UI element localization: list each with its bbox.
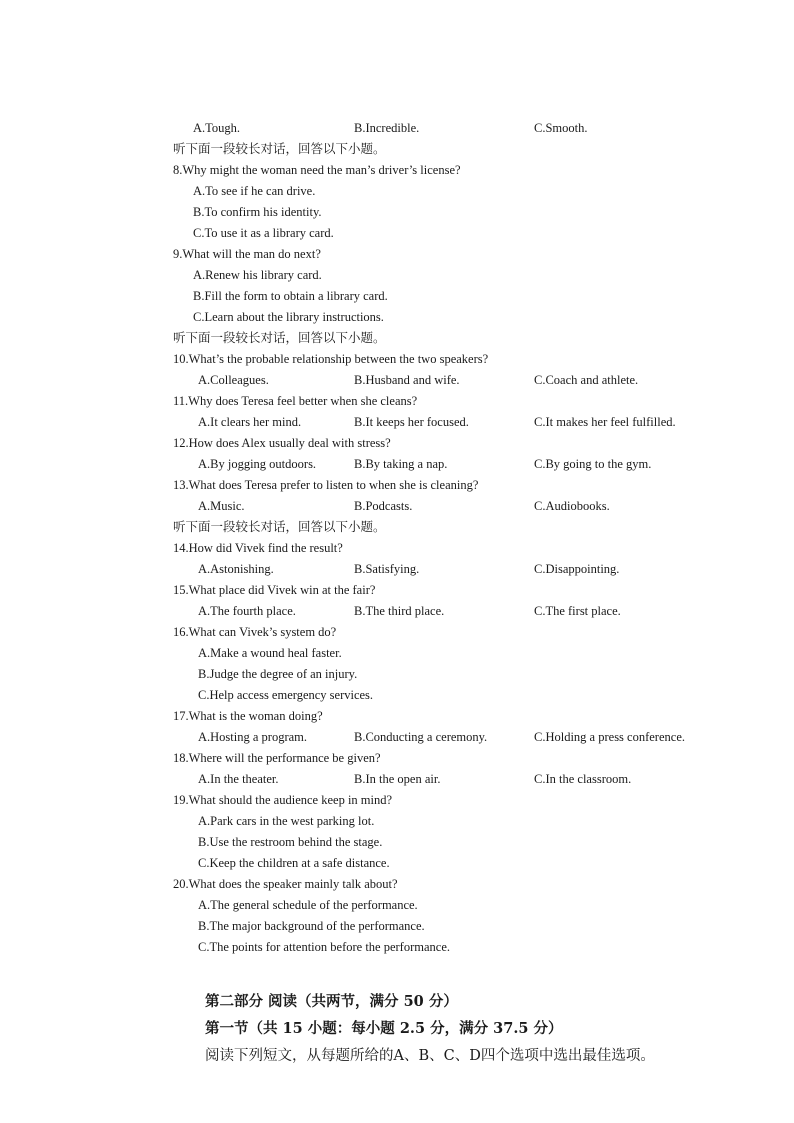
q17-option-a: A.Hosting a program.: [198, 730, 308, 744]
q18-options: [0, 769, 794, 790]
q14-option-c: C.Disappointing.: [534, 562, 620, 576]
reading-instruction: 阅读下列短文，从每题所给的A、B、C、D四个选项中选出最佳选项。: [205, 1048, 655, 1064]
q14-option-a: A.Astonishing.: [198, 562, 274, 576]
q8-option-b: B.To confirm his identity.: [193, 205, 322, 219]
q11-option-b: B.It keeps her focused.: [354, 415, 469, 429]
q9-option-b: B.Fill the form to obtain a library card.: [193, 289, 388, 303]
q19-stem: 19.What should the audience keep in mind?: [173, 793, 393, 807]
q10-stem: 10.What’s the probable relationship between the two speakers?: [173, 352, 489, 366]
q7-option-c: C.Smooth.: [534, 121, 588, 135]
q12-options: [0, 454, 794, 475]
q17-option-b: B.Conducting a ceremony.: [354, 730, 488, 744]
section-one-title: 第一节（共 15 小题：每小题 2.5 分，满分 37.5 分）: [205, 1020, 563, 1037]
q9-option-a: A.Renew his library card.: [193, 268, 322, 282]
q11-options: [0, 412, 794, 433]
q20-option-c: C.The points for attention before the performance.: [198, 940, 450, 954]
q18-option-b: B.In the open air.: [354, 772, 441, 786]
q8-option-c: C.To use it as a library card.: [193, 226, 334, 240]
q20-option-b: B.The major background of the performance.: [198, 919, 425, 933]
section-instruction: 听下面一段较长对话，回答以下小题。: [173, 331, 386, 345]
q12-option-c: C.By going to the gym.: [534, 457, 652, 471]
q7-option-a: A.Tough.: [193, 121, 241, 135]
q17-stem: 17.What is the woman doing?: [173, 709, 323, 723]
q9-stem: 9.What will the man do next?: [173, 247, 321, 261]
q10-options: [0, 370, 794, 391]
q12-stem: 12.How does Alex usually deal with stress?: [173, 436, 391, 450]
q8-stem: 8.Why might the woman need the man’s driver’s license?: [173, 163, 461, 177]
q16-stem: 16.What can Vivek’s system do?: [173, 625, 337, 639]
q8-option-a: A.To see if he can drive.: [193, 184, 316, 198]
q18-option-c: C.In the classroom.: [534, 772, 632, 786]
q12-option-a: A.By jogging outdoors.: [198, 457, 317, 471]
q14-options: [0, 559, 794, 580]
q11-option-c: C.It makes her feel fulfilled.: [534, 415, 676, 429]
q16-option-a: A.Make a wound heal faster.: [198, 646, 342, 660]
q15-option-a: A.The fourth place.: [198, 604, 296, 618]
q20-stem: 20.What does the speaker mainly talk about?: [173, 877, 398, 891]
q15-stem: 15.What place did Vivek win at the fair?: [173, 583, 376, 597]
q18-option-a: A.In the theater.: [198, 772, 279, 786]
q19-option-b: B.Use the restroom behind the stage.: [198, 835, 383, 849]
q20-option-a: A.The general schedule of the performance.: [198, 898, 418, 912]
q17-options: [0, 727, 794, 748]
q7-options: [0, 118, 794, 139]
q18-stem: 18.Where will the performance be given?: [173, 751, 381, 765]
part-two-title: 第二部分 阅读（共两节，满分 50 分）: [205, 993, 458, 1010]
q15-option-b: B.The third place.: [354, 604, 445, 618]
q13-option-c: C.Audiobooks.: [534, 499, 610, 513]
q13-options: [0, 496, 794, 517]
section-instruction: 听下面一段较长对话，回答以下小题。: [173, 142, 386, 156]
q11-stem: 11.Why does Teresa feel better when she cleans?: [173, 394, 418, 408]
q13-option-a: A.Music.: [198, 499, 245, 513]
q14-option-b: B.Satisfying.: [354, 562, 420, 576]
q15-options: [0, 601, 794, 622]
q19-option-c: C.Keep the children at a safe distance.: [198, 856, 390, 870]
q9-option-c: C.Learn about the library instructions.: [193, 310, 384, 324]
q13-stem: 13.What does Teresa prefer to listen to when she is cleaning?: [173, 478, 479, 492]
q16-option-c: C.Help access emergency services.: [198, 688, 374, 702]
q10-option-a: A.Colleagues.: [198, 373, 269, 387]
q12-option-b: B.By taking a nap.: [354, 457, 448, 471]
q14-stem: 14.How did Vivek find the result?: [173, 541, 343, 555]
q19-option-a: A.Park cars in the west parking lot.: [198, 814, 375, 828]
q7-option-b: B.Incredible.: [354, 121, 420, 135]
exam-page: [0, 118, 794, 958]
section-instruction: 听下面一段较长对话，回答以下小题。: [173, 520, 386, 534]
q13-option-b: B.Podcasts.: [354, 499, 413, 513]
q17-option-c: C.Holding a press conference.: [534, 730, 685, 744]
q16-option-b: B.Judge the degree of an injury.: [198, 667, 358, 681]
q11-option-a: A.It clears her mind.: [198, 415, 302, 429]
q10-option-b: B.Husband and wife.: [354, 373, 460, 387]
q15-option-c: C.The first place.: [534, 604, 621, 618]
q10-option-c: C.Coach and athlete.: [534, 373, 639, 387]
